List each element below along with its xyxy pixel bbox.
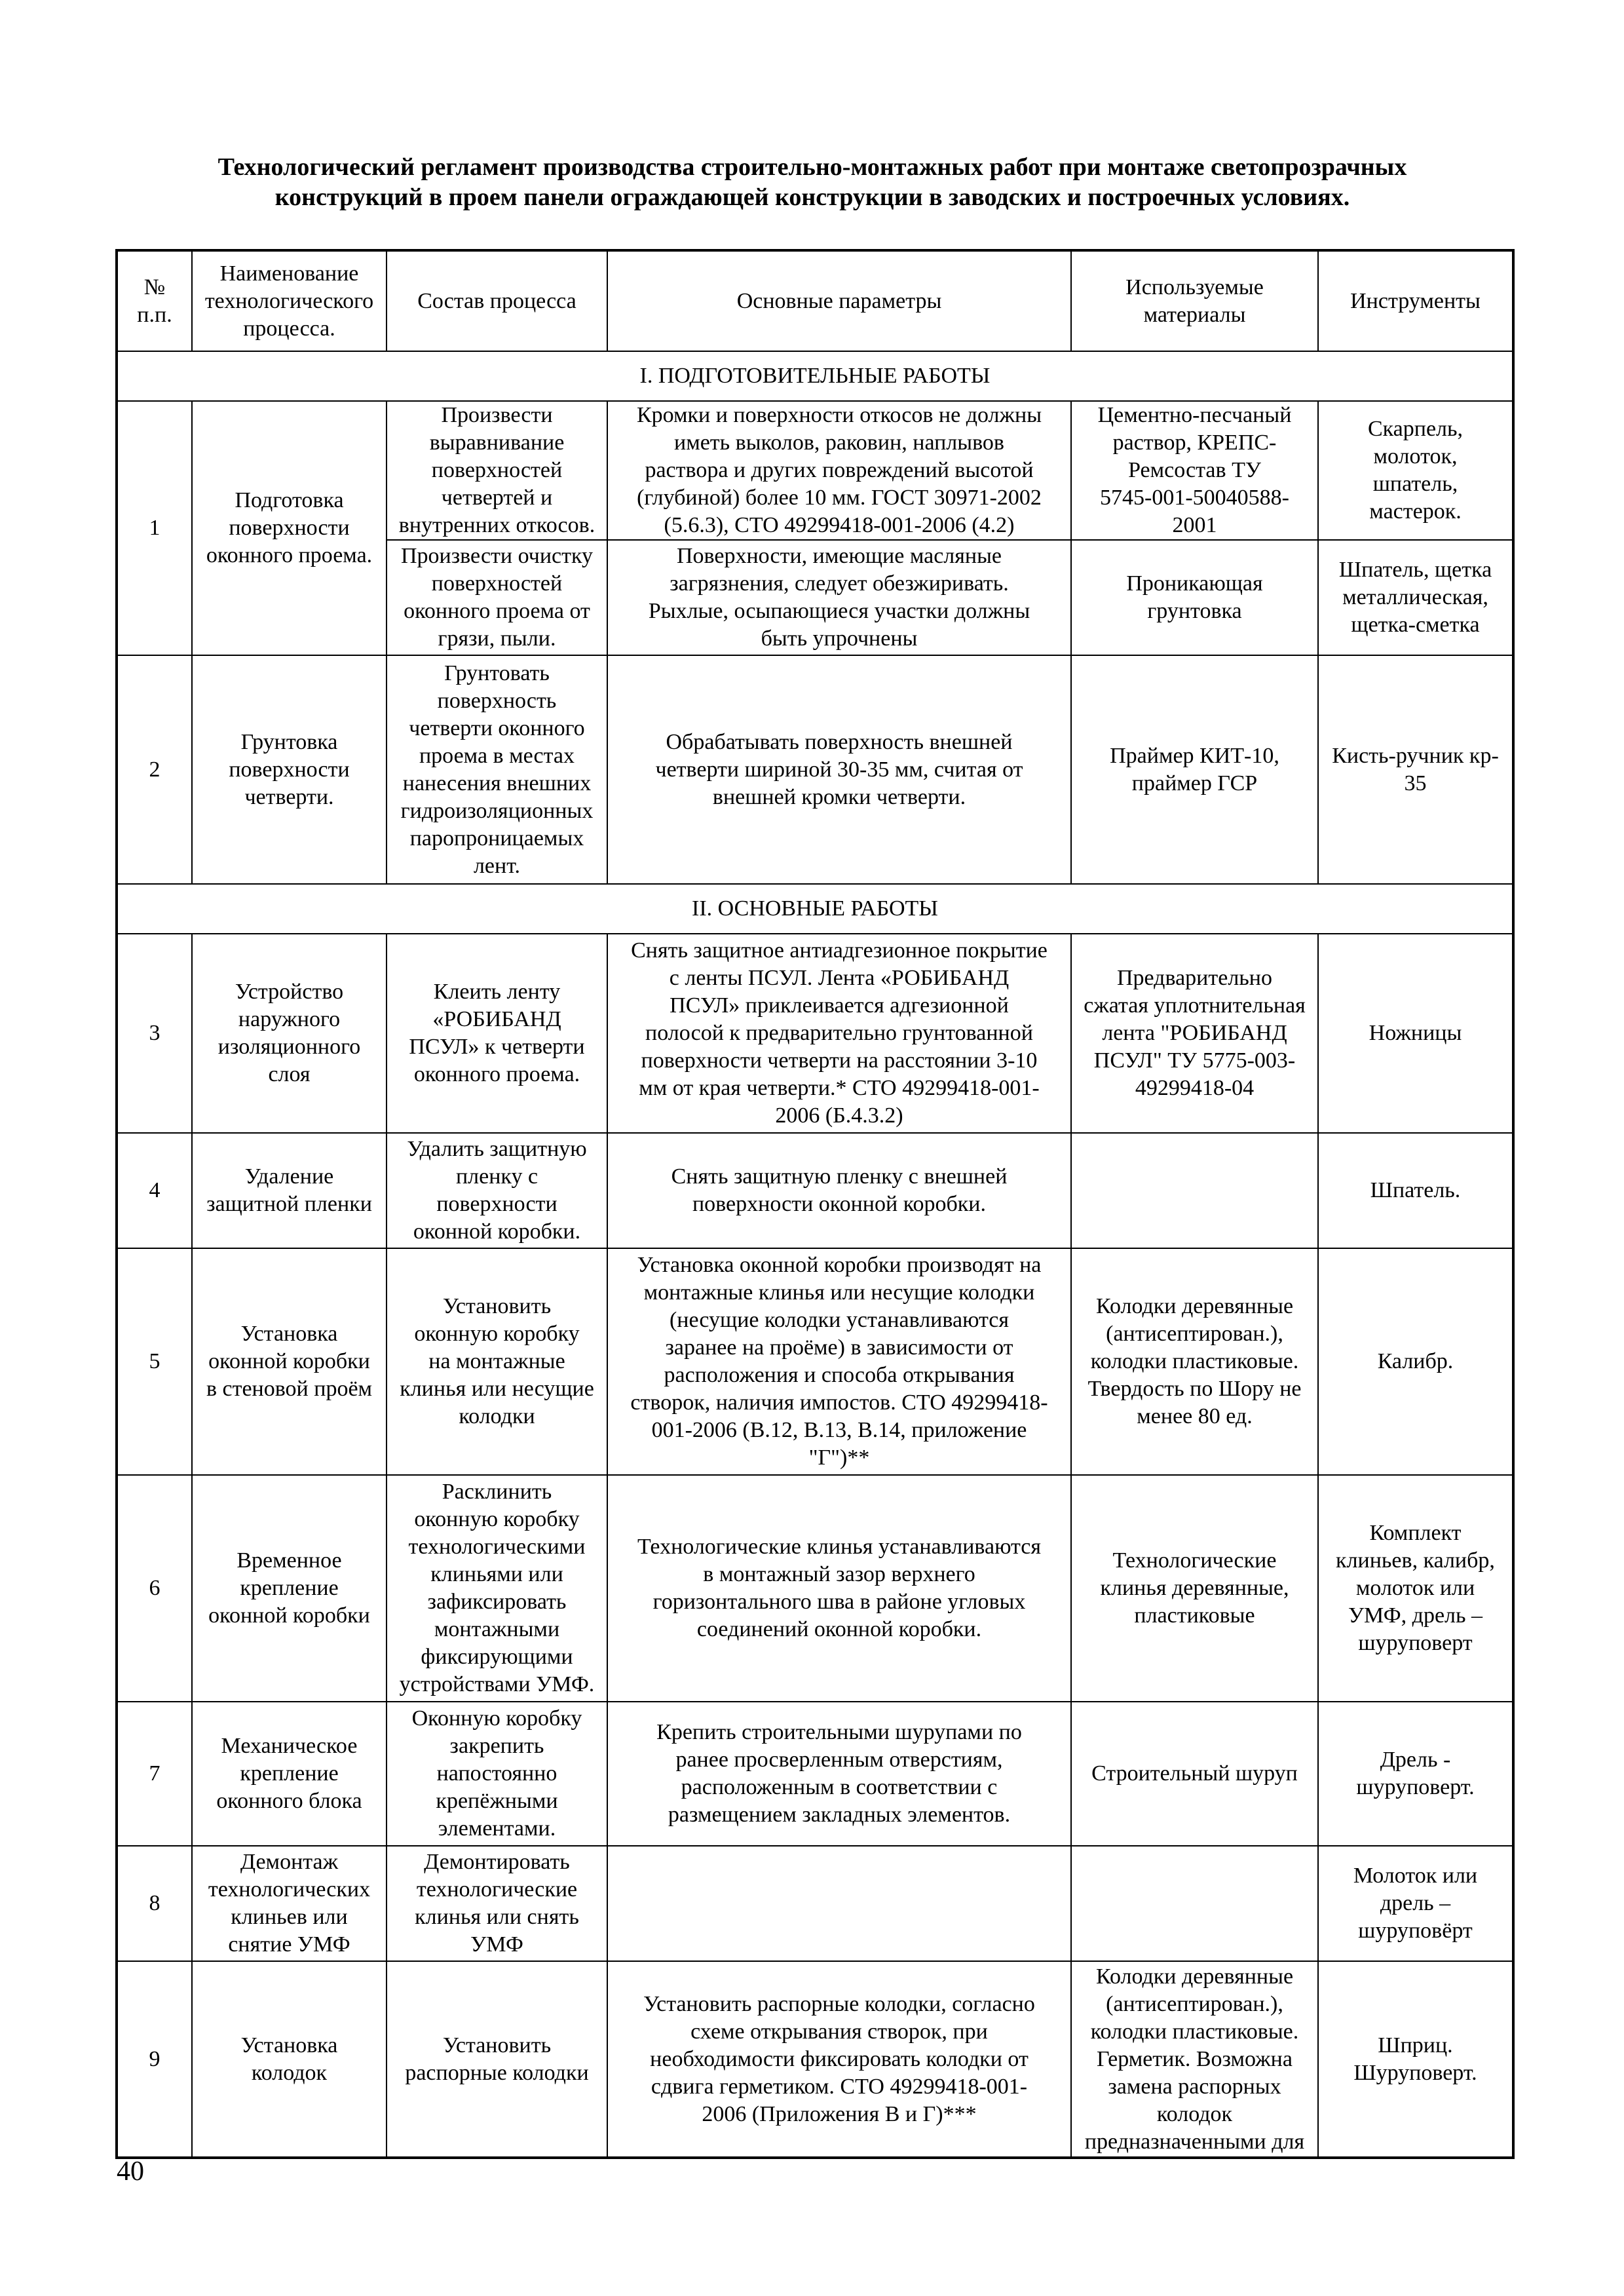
cell-line: (глубиной) более 10 мм. ГОСТ 30971-2002 — [637, 486, 1042, 510]
cell-line: Кисть-ручник кр- — [1332, 743, 1499, 768]
cell-line: Удаление — [244, 1164, 334, 1189]
cell-line: Скарпель, — [1367, 417, 1463, 441]
cell-line: Цементно-песчаный — [1097, 403, 1292, 427]
cell-line: наружного — [238, 1007, 341, 1031]
cell-line: Временное — [236, 1548, 342, 1573]
cell-line: Снять защитную пленку с внешней — [671, 1164, 1008, 1189]
row-process-name — [192, 1846, 387, 1961]
table-row — [117, 655, 1513, 884]
cell-line: Установка оконной коробки производят на — [637, 1253, 1042, 1277]
cell-line: Установить — [442, 2033, 552, 2057]
cell-line: защитной пленки — [206, 1192, 372, 1216]
cell-line: шуруповерт — [1358, 1631, 1473, 1655]
cell-line: технологическими — [408, 1535, 586, 1559]
row-materials — [1071, 1702, 1318, 1846]
cell-line: грунтовка — [1147, 599, 1242, 623]
cell-line: лент. — [473, 853, 521, 878]
row-tools — [1318, 934, 1513, 1133]
row-tools — [1318, 1961, 1513, 2158]
cell-line: загрязнения, следует обезжиривать. — [670, 571, 1009, 596]
cell-line: напостоянно — [436, 1761, 557, 1786]
row-process-name — [192, 1248, 387, 1475]
row-composition — [387, 401, 607, 540]
cell-line: колодок — [251, 2060, 328, 2085]
cell-line: в стеновой проём — [206, 1377, 373, 1401]
cell-line: Крепить строительными шурупами по — [656, 1720, 1022, 1744]
table-row — [117, 1248, 1513, 1475]
cell-line: технологического — [204, 288, 374, 313]
cell-line: пластиковые — [1134, 1603, 1255, 1628]
cell-line: внешней кромки четверти. — [712, 784, 966, 809]
cell-line: молоток или — [1355, 1576, 1475, 1600]
cell-line: Оконную коробку — [411, 1706, 582, 1731]
cell-line: предназначенными для — [1084, 2129, 1305, 2154]
cell-line: № — [143, 275, 166, 299]
cell-line: Кромки и поверхности откосов не должны — [636, 403, 1042, 427]
cell-line: щетка-сметка — [1351, 613, 1480, 637]
cell-line: 001-2006 (В.12, В.13, В.14, приложение — [651, 1418, 1027, 1442]
cell-line: «РОБИБАНД — [432, 1007, 561, 1031]
cell-line: Твердость по Шору не — [1087, 1377, 1302, 1401]
cell-line: клиньев, калибр, — [1336, 1548, 1495, 1573]
cell-line: Обрабатывать поверхность внешней — [666, 729, 1013, 754]
cell-line: оконную коробку — [414, 1507, 580, 1531]
cell-line: материалы — [1143, 302, 1246, 327]
cell-line: шуруповёрт — [1358, 1919, 1473, 1943]
cell-line: Предварительно — [1116, 966, 1272, 990]
cell-line: Произвести очистку — [400, 544, 594, 568]
cell-line: "Г")** — [808, 1445, 870, 1470]
cell-line: зафиксировать — [427, 1590, 567, 1614]
cell-line: проема в местах — [419, 743, 575, 768]
cell-line: Шприц. — [1378, 2033, 1453, 2057]
row-num: 4 — [117, 1133, 192, 1248]
cell-line: оконной коробки — [208, 1603, 370, 1628]
cell-line: (несущие колодки устанавливаются — [669, 1308, 1010, 1332]
row-tools — [1318, 1475, 1513, 1702]
cell-line: элементами. — [438, 1816, 556, 1841]
cell-line: шуруповерт. — [1356, 1775, 1475, 1799]
row-parameters — [607, 655, 1071, 884]
cell-line: горизонтального шва в районе угловых — [652, 1590, 1026, 1614]
cell-line: Основные параметры — [736, 288, 942, 313]
cell-line: поверхности четверти на расстоянии 3-10 — [641, 1048, 1038, 1073]
row-composition — [387, 1961, 607, 2158]
cell-line: металлическая, — [1342, 585, 1488, 609]
cell-line: Произвести — [441, 403, 553, 427]
cell-line: лента "РОБИБАНД — [1102, 1021, 1287, 1045]
cell-line: (антисептирован.), — [1106, 1991, 1283, 2016]
row-tools — [1318, 1248, 1513, 1475]
cell-line: Инструменты — [1350, 288, 1481, 313]
cell-line: 2006 (Б.4.3.2) — [775, 1103, 903, 1128]
row-composition — [387, 1846, 607, 1961]
row-process-name — [192, 1475, 387, 1702]
table-row — [117, 401, 1513, 540]
cell-line: поверхности — [229, 757, 350, 782]
cell-line: крепёжными — [436, 1789, 558, 1813]
cell-line: на монтажные — [428, 1349, 565, 1373]
cell-line: полосой к предварительно грунтованной — [645, 1021, 1033, 1045]
cell-line: колодок — [1156, 2101, 1233, 2126]
cell-line: клинья или снять — [415, 1905, 579, 1929]
row-composition — [387, 1248, 607, 1475]
cell-line: сдвига герметиком. СТО 49299418-001- — [651, 2074, 1028, 2099]
cell-line: необходимости фиксировать колодки от — [650, 2046, 1029, 2071]
row-process-name — [192, 934, 387, 1133]
cell-line: расположенным в соответствии с — [681, 1775, 998, 1799]
cell-line: внутренних откосов. — [398, 513, 595, 537]
cell-line: молоток, — [1373, 444, 1458, 469]
cell-line: колодки пластиковые. — [1090, 2019, 1299, 2044]
cell-line: закрепить — [449, 1734, 544, 1758]
header-parameters — [607, 250, 1071, 351]
cell-line: Механическое — [221, 1734, 358, 1758]
cell-line: 35 — [1404, 771, 1427, 795]
cell-line: замена распорных — [1108, 2074, 1281, 2099]
cell-line: 5745-001-50040588- — [1100, 486, 1289, 510]
cell-line: оконного проема. — [206, 543, 373, 567]
title-line-2: конструкций в проем панели ограждающей конструкции в заводских и построечных условиях. — [274, 183, 1350, 211]
cell-line: поверхностей — [431, 458, 563, 482]
cell-line: снятие УМФ — [228, 1932, 350, 1957]
cell-line: монтажными — [434, 1617, 560, 1641]
header-materials — [1071, 250, 1318, 351]
cell-line: Комплект — [1369, 1521, 1462, 1545]
cell-line: УМФ — [470, 1932, 523, 1957]
cell-line: ПСУЛ» к четверти — [409, 1035, 585, 1059]
cell-line: сжатая уплотнительная — [1084, 993, 1306, 1018]
row-num: 1 — [117, 401, 192, 655]
cell-line: изоляционного — [217, 1035, 361, 1059]
cell-line: Расклинить — [442, 1480, 552, 1504]
row-materials — [1071, 1961, 1318, 2158]
cell-line: Удалить защитную — [407, 1137, 587, 1161]
table-row — [117, 1702, 1513, 1846]
row-composition — [387, 934, 607, 1133]
row-parameters — [607, 934, 1071, 1133]
cell-line: четверти оконного — [409, 716, 585, 740]
cell-line: 2001 — [1172, 513, 1217, 537]
cell-line: монтажные клинья или несущие колодки — [643, 1280, 1035, 1305]
cell-line: Технологические — [1112, 1548, 1277, 1573]
row-process-name — [192, 1961, 387, 2158]
cell-line: Подготовка — [235, 488, 344, 512]
cell-line: Ножницы — [1369, 1021, 1462, 1045]
header-tools — [1318, 250, 1513, 351]
cell-line: Дрель - — [1380, 1748, 1451, 1772]
cell-line: слоя — [268, 1062, 311, 1086]
cell-line: крепление — [240, 1761, 339, 1786]
cell-line: гидроизоляционных — [400, 798, 594, 823]
cell-line: Клеить ленту — [433, 980, 561, 1004]
header-process-name — [192, 250, 387, 351]
cell-line: Праймер КИТ-10, — [1110, 743, 1279, 768]
title-line-1: Технологический регламент производства строительно-монтажных работ при монтаже светопрозрачных — [217, 153, 1407, 181]
cell-line: Строительный шуруп — [1091, 1761, 1298, 1786]
row-materials — [1071, 934, 1318, 1133]
row-parameters — [607, 1248, 1071, 1475]
row-materials — [1071, 1846, 1318, 1961]
row-materials — [1071, 1133, 1318, 1248]
cell-line: клинья деревянные, — [1100, 1576, 1289, 1600]
row-parameters — [607, 1702, 1071, 1846]
cell-line: Грунтовка — [240, 729, 338, 754]
cell-line: 2006 (Приложения В и Г)*** — [702, 2101, 977, 2126]
cell-line: выравнивание — [429, 430, 565, 455]
section-row — [117, 351, 1513, 401]
cell-line: схеме открывания створок, при — [690, 2019, 988, 2044]
cell-line: фиксирующими — [421, 1645, 573, 1669]
cell-line: Шуруповерт. — [1353, 2060, 1477, 2085]
cell-line: 49299418-04 — [1135, 1076, 1255, 1100]
row-composition — [387, 1702, 607, 1846]
cell-line: паропроницаемых — [409, 826, 584, 851]
cell-line: иметь выколов, раковин, наплывов — [674, 430, 1004, 455]
row-materials — [1071, 401, 1318, 540]
row-process-name — [192, 1133, 387, 1248]
cell-line: Шпатель. — [1370, 1178, 1461, 1202]
row-composition — [387, 1475, 607, 1702]
cell-line: четверти. — [244, 784, 334, 809]
table-row — [117, 1846, 1513, 1961]
cell-line: поверхности — [436, 1192, 557, 1216]
row-parameters — [607, 540, 1071, 655]
cell-line: Демонтаж — [240, 1850, 339, 1874]
header-num — [117, 250, 192, 351]
cell-line: Технологические клинья устанавливаются — [637, 1535, 1042, 1559]
row-tools — [1318, 1846, 1513, 1961]
cell-line: ПСУЛ» приклеивается адгезионной — [670, 993, 1009, 1018]
table-row — [117, 1961, 1513, 2158]
cell-line: (5.6.3), СТО 49299418-001-2006 (4.2) — [664, 513, 1015, 537]
cell-line: процесса. — [243, 316, 335, 341]
cell-line: с ленты ПСУЛ. Лента «РОБИБАНД — [669, 966, 1010, 990]
row-tools — [1318, 1702, 1513, 1846]
row-parameters — [607, 1475, 1071, 1702]
cell-line: четверти шириной 30-35 мм, считая от — [655, 757, 1023, 782]
cell-line: технологических — [208, 1877, 371, 1902]
cell-line: Шпатель, щетка — [1338, 558, 1492, 582]
cell-line: (антисептирован.), — [1106, 1322, 1283, 1346]
cell-line: створок, наличия импостов. СТО 49299418- — [630, 1390, 1048, 1415]
cell-line: поверхности оконной коробки. — [692, 1192, 986, 1216]
cell-line: дрель – — [1380, 1891, 1451, 1915]
page-number: 40 — [117, 2156, 144, 2187]
row-parameters — [607, 1961, 1071, 2158]
table-row — [117, 934, 1513, 1133]
cell-line: Состав процесса — [417, 288, 576, 313]
row-process-name — [192, 1702, 387, 1846]
row-materials — [1071, 1248, 1318, 1475]
cell-line: Колодки деревянные — [1095, 1294, 1294, 1318]
row-num: 9 — [117, 1961, 192, 2158]
cell-line: Колодки деревянные — [1095, 1964, 1294, 1989]
cell-line: п.п. — [137, 302, 172, 327]
row-tools — [1318, 540, 1513, 655]
cell-line: Грунтовать — [444, 660, 550, 685]
cell-line: оконного проема. — [413, 1062, 580, 1086]
row-materials — [1071, 540, 1318, 655]
cell-line: в монтажный зазор верхнего — [703, 1562, 975, 1586]
cell-line: Устройство — [235, 980, 344, 1004]
regulation-table — [115, 249, 1515, 2159]
cell-line: оконной коробки — [208, 1349, 370, 1373]
cell-line: поверхность — [437, 688, 557, 713]
row-process-name — [192, 401, 387, 655]
row-num: 5 — [117, 1248, 192, 1475]
cell-line: заранее на проёме) в зависимости от — [665, 1335, 1013, 1360]
cell-line: Установка — [240, 2033, 338, 2057]
cell-line: клиньев или — [231, 1905, 348, 1929]
row-parameters — [607, 1846, 1071, 1961]
table-row — [117, 1133, 1513, 1248]
cell-line: Калибр. — [1377, 1349, 1454, 1373]
cell-line: шпатель, — [1372, 472, 1458, 496]
cell-line: Используемые — [1125, 275, 1264, 299]
section-title: I. ПОДГОТОВИТЕЛЬНЫЕ РАБОТЫ — [117, 351, 1513, 401]
row-num: 8 — [117, 1846, 192, 1961]
row-num: 6 — [117, 1475, 192, 1702]
cell-line: соединений оконной коробки. — [696, 1617, 982, 1641]
cell-line: мм от края четверти.* СТО 49299418-001- — [639, 1076, 1040, 1100]
cell-line: Установить распорные колодки, согласно — [643, 1991, 1035, 2016]
cell-line: быть упрочнены — [761, 626, 918, 651]
cell-line: Демонтировать — [424, 1850, 570, 1874]
cell-line: размещением закладных элементов. — [668, 1803, 1011, 1827]
cell-line: Ремсостав ТУ — [1128, 458, 1261, 482]
cell-line: клинья или несущие — [400, 1377, 594, 1401]
section-row — [117, 884, 1513, 934]
cell-line: менее 80 ед. — [1137, 1404, 1253, 1428]
cell-line: ПСУЛ" ТУ 5775-003- — [1093, 1048, 1296, 1073]
row-num: 2 — [117, 655, 192, 884]
cell-line: грязи, пыли. — [438, 626, 556, 651]
cell-line: Установить — [442, 1294, 552, 1318]
row-parameters — [607, 1133, 1071, 1248]
cell-line: Установка — [240, 1322, 338, 1346]
cell-line: праймер ГСР — [1131, 771, 1258, 795]
cell-line: колодки — [459, 1404, 535, 1428]
cell-line: оконной коробки. — [413, 1219, 581, 1244]
cell-line: колодки пластиковые. — [1090, 1349, 1299, 1373]
section-title: II. ОСНОВНЫЕ РАБОТЫ — [117, 884, 1513, 934]
cell-line: поверхности — [229, 516, 350, 540]
cell-line: оконного проема от — [404, 599, 590, 623]
cell-line: четвертей и — [441, 486, 553, 510]
cell-line: ранее просверленным отверстиям, — [675, 1748, 1003, 1772]
cell-line: крепление — [240, 1576, 339, 1600]
cell-line: мастерок. — [1369, 499, 1462, 524]
row-num: 7 — [117, 1702, 192, 1846]
cell-line: Герметик. Возможна — [1097, 2046, 1293, 2071]
row-process-name — [192, 655, 387, 884]
row-tools — [1318, 655, 1513, 884]
table-row — [117, 1475, 1513, 1702]
cell-line: устройствами УМФ. — [399, 1672, 595, 1696]
row-composition — [387, 655, 607, 884]
cell-line: распорные колодки — [405, 2060, 589, 2085]
cell-line: Наименование — [219, 261, 359, 286]
row-composition — [387, 540, 607, 655]
document-title — [118, 152, 1507, 212]
cell-line: УМФ, дрель – — [1348, 1603, 1483, 1628]
cell-line: пленку с — [455, 1164, 538, 1189]
row-num: 3 — [117, 934, 192, 1133]
cell-line: Рыхлые, осыпающиеся участки должны — [648, 599, 1030, 623]
row-tools — [1318, 401, 1513, 540]
row-materials — [1071, 1475, 1318, 1702]
cell-line: Поверхности, имеющие масляные — [676, 544, 1002, 568]
cell-line: поверхностей — [431, 571, 563, 596]
table-header-row — [117, 250, 1513, 351]
header-composition — [387, 250, 607, 351]
cell-line: Молоток или — [1353, 1864, 1478, 1888]
row-parameters — [607, 401, 1071, 540]
cell-line: раствора и других повреждений высотой — [645, 458, 1034, 482]
cell-line: Снять защитное антиадгезионное покрытие — [631, 938, 1048, 963]
cell-line: оконную коробку — [414, 1322, 580, 1346]
cell-line: расположения и способа открывания — [664, 1363, 1015, 1387]
cell-line: раствор, КРЕПС- — [1112, 430, 1277, 455]
cell-line: нанесения внешних — [402, 771, 592, 795]
cell-line: клиньями или — [430, 1562, 563, 1586]
row-tools — [1318, 1133, 1513, 1248]
cell-line: технологические — [416, 1877, 578, 1902]
row-composition — [387, 1133, 607, 1248]
cell-line: оконного блока — [216, 1789, 362, 1813]
cell-line: Проникающая — [1126, 571, 1263, 596]
row-materials — [1071, 655, 1318, 884]
